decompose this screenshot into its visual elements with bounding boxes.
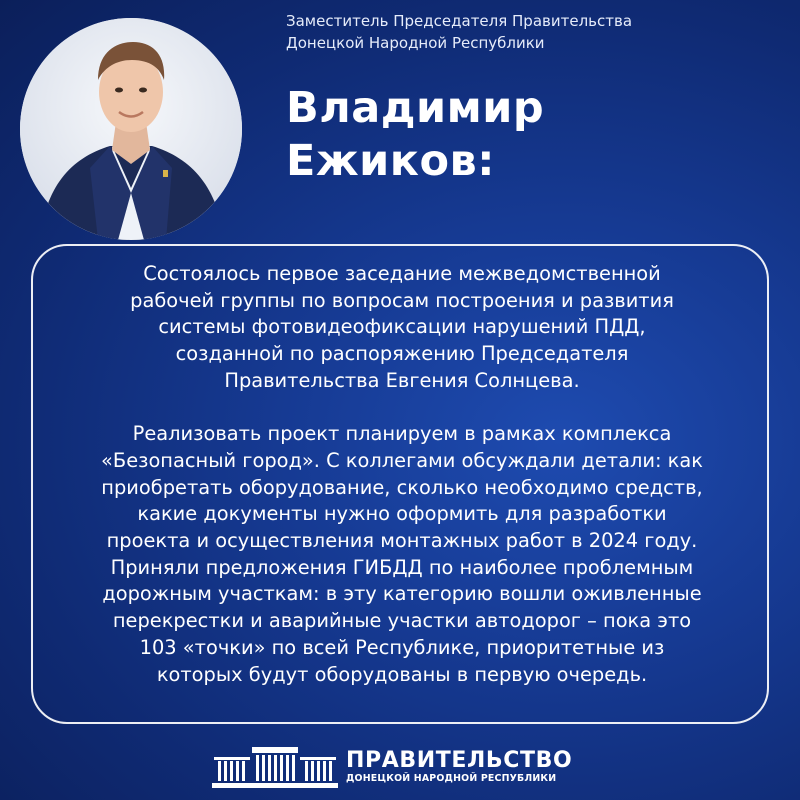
name-line: Владимир xyxy=(286,83,545,133)
quote-line: Приняли предложения ГИБДД по наиболее проблемным xyxy=(110,555,694,579)
quote-box xyxy=(31,244,769,724)
quote-line: Правительства Евгения Солнцева. xyxy=(224,368,580,392)
quote-line: приобретать оборудование, сколько необходимо средств, xyxy=(101,475,703,499)
government-building-icon xyxy=(212,745,338,789)
brand xyxy=(346,749,572,785)
quote-line: проекта и осуществления монтажных работ в 2024 году. xyxy=(106,529,698,553)
paragraph-gap xyxy=(33,395,771,422)
footer-logo xyxy=(212,744,572,790)
quote-line: Реализовать проект планируем в рамках комплекса xyxy=(132,422,672,446)
position-line: Донецкой Народной Республики xyxy=(286,34,545,52)
person-name xyxy=(286,82,766,188)
quote-line: созданной по распоряжению Председателя xyxy=(175,342,629,366)
quote-line: системы фотовидеофиксации нарушений ПДД, xyxy=(158,315,646,339)
quote-line: какие документы нужно оформить для разработки xyxy=(137,502,667,526)
brand-subtitle: ДОНЕЦКОЙ НАРОДНОЙ РЕСПУБЛИКИ xyxy=(346,773,557,784)
quote-text xyxy=(33,261,771,688)
name-line: Ежиков: xyxy=(286,136,495,186)
brand-title: ПРАВИТЕЛЬСТВО xyxy=(346,748,573,773)
person-portrait-icon xyxy=(20,18,242,240)
portrait-photo xyxy=(20,18,242,240)
quote-line: 103 «точки» по всей Республике, приоритетные из xyxy=(139,635,665,659)
quote-line: рабочей группы по вопросам построения и развития xyxy=(130,288,674,312)
quote-line: Состоялось первое заседание межведомственной xyxy=(143,262,661,285)
quote-line: которых будут оборудованы в первую очередь. xyxy=(156,662,648,686)
quote-line: перекрестки и аварийные участки автодорог – пока это xyxy=(112,609,692,633)
person-position xyxy=(286,10,766,54)
quote-line: «Безопасный город». С коллегами обсуждали детали: как xyxy=(101,448,703,472)
quote-line: дорожным участкам: в эту категорию вошли оживленные xyxy=(102,582,702,606)
position-line: Заместитель Председателя Правительства xyxy=(286,12,633,30)
